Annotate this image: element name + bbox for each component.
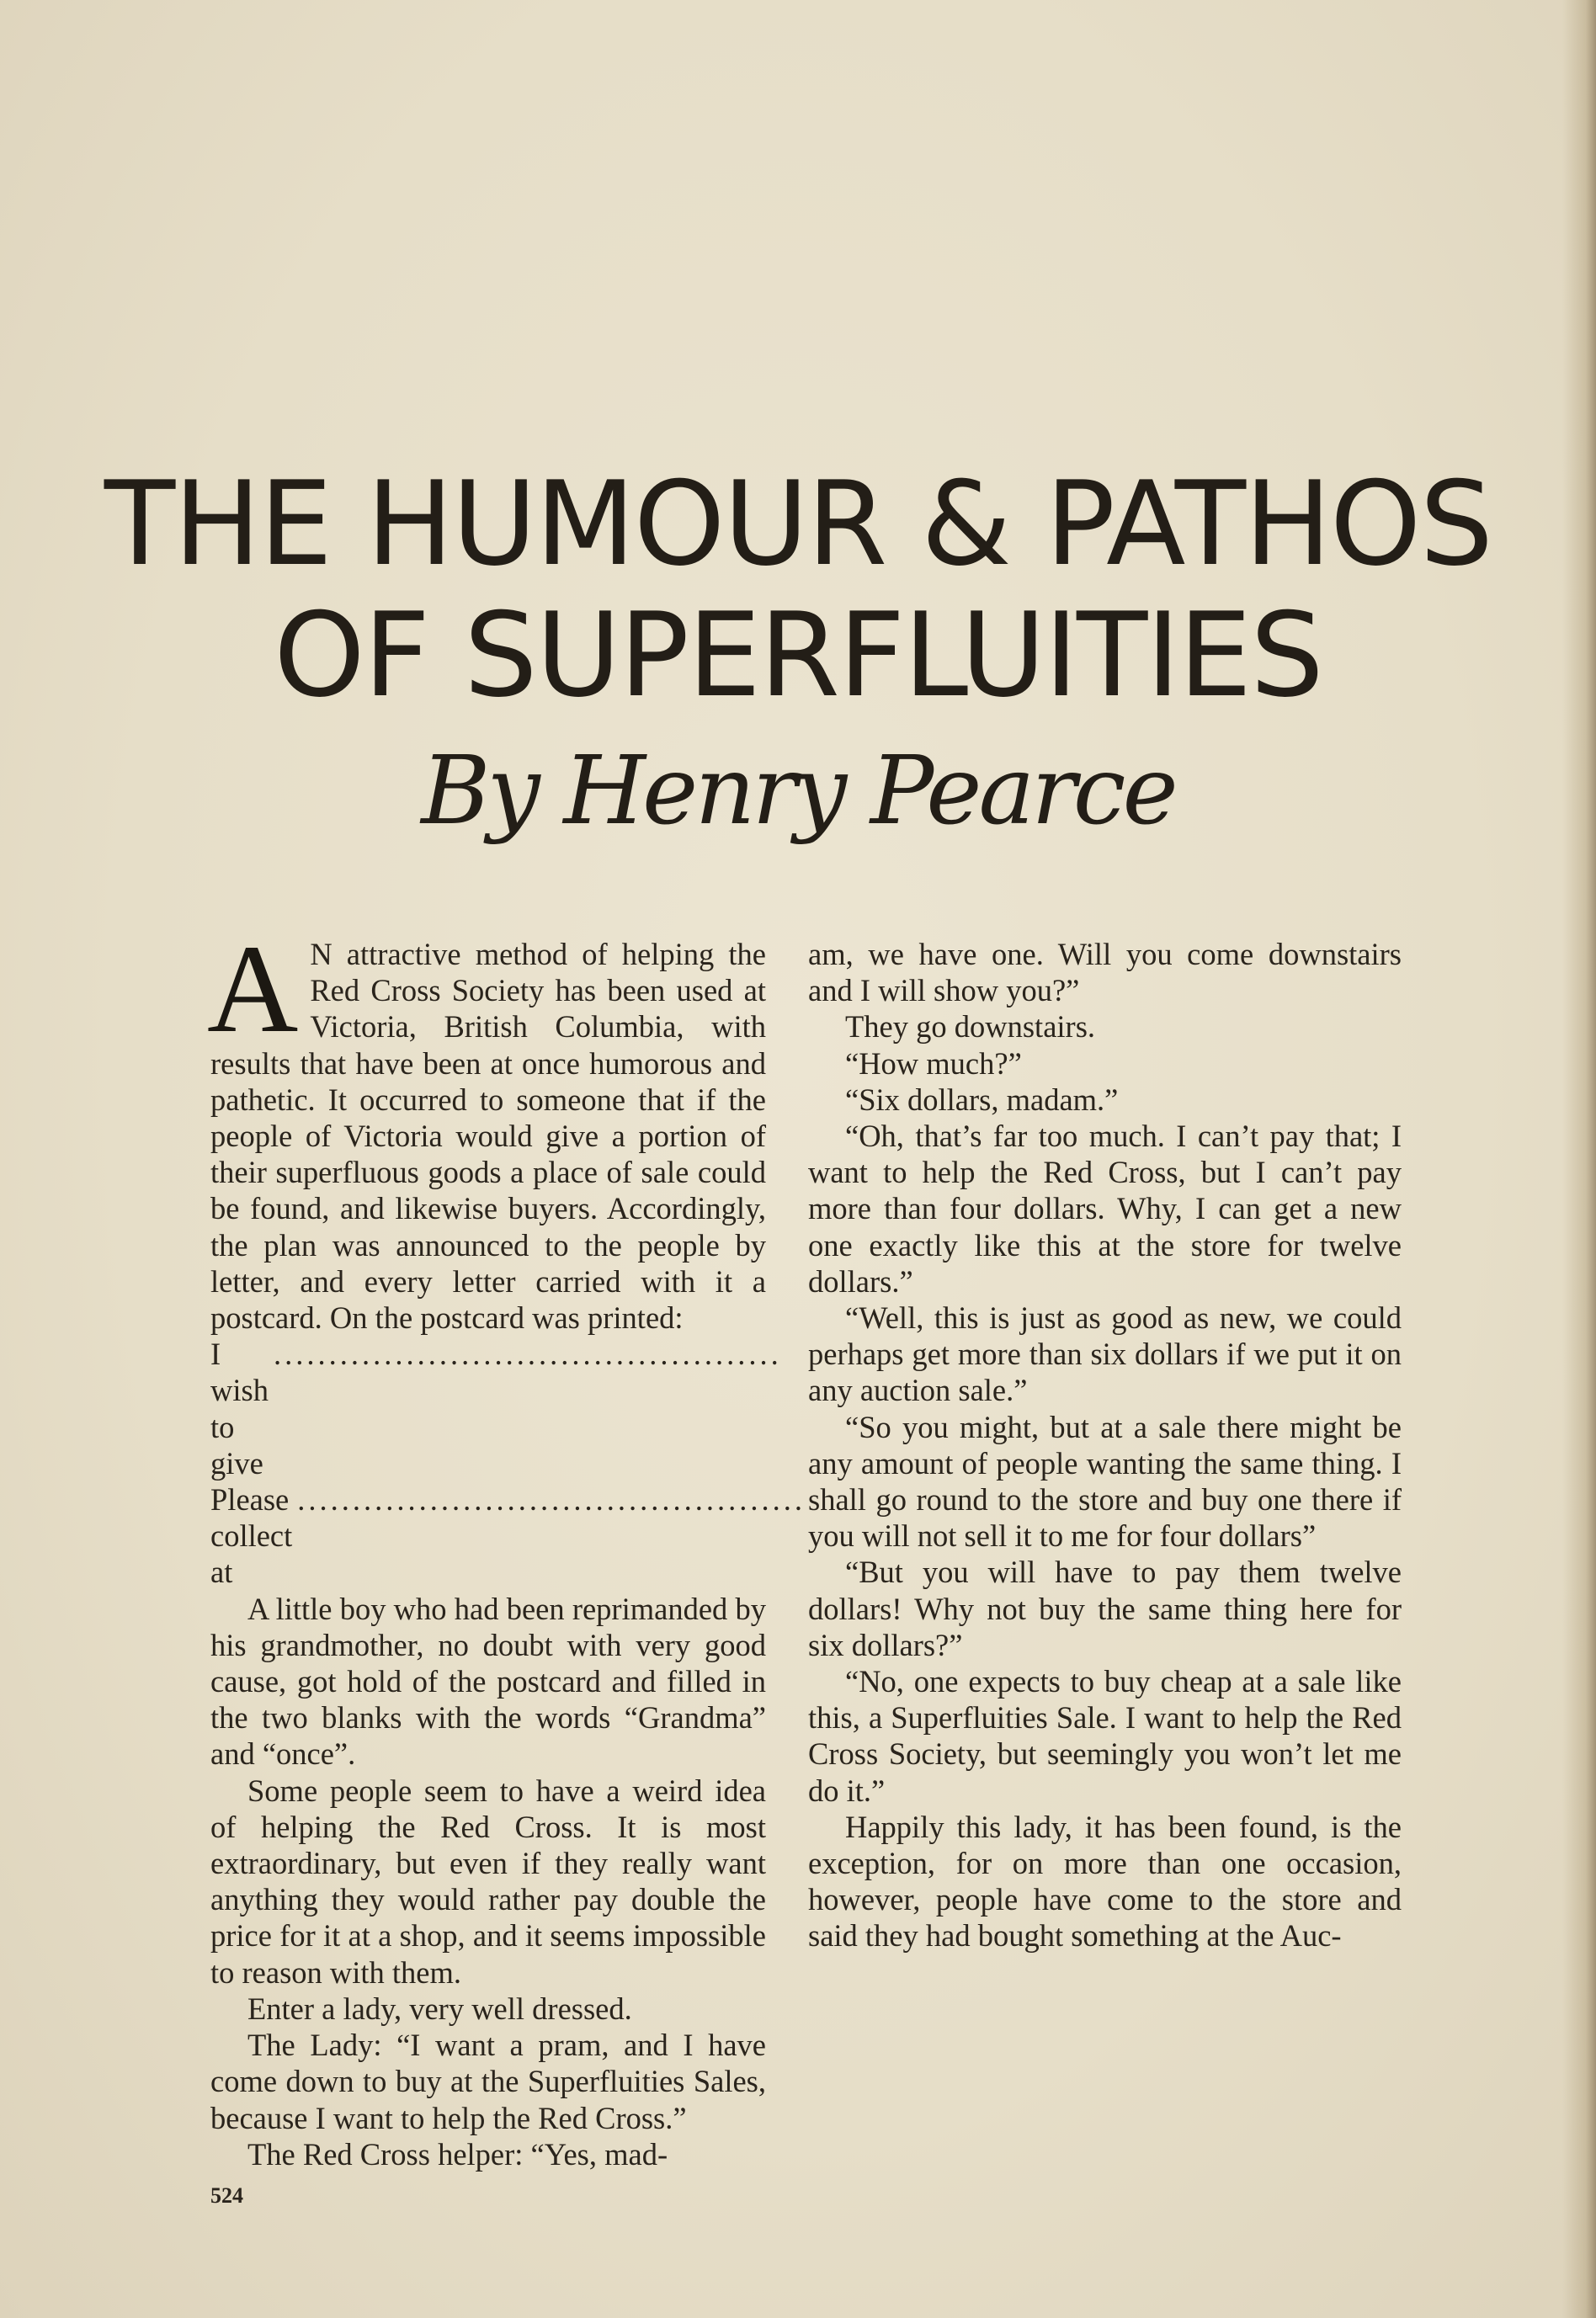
right-paragraph-1: am, we have one. Will you come downstairs and I will show you?”: [808, 937, 1402, 1008]
right-paragraph-9: “No, one expects to buy cheap at a sale like this, a Superfluities Sale. I want to help the Red Cross Society, but seemingly you won’t let me do it.”: [808, 1664, 1402, 1808]
author-byline: By Henry Pearce: [421, 736, 1175, 846]
title-line-1: THE HUMOUR & PATHOS: [104, 456, 1492, 592]
page-number: 524: [210, 2183, 243, 2208]
right-paragraph-7: “So you might, but at a sale there might be any amount of people wanting the same thing. I shall go round to the store and buy one there if you will not sell it to me for four dollars”: [808, 1409, 1402, 1554]
postcard-line-collect: [210, 1481, 806, 1591]
left-paragraph-6: The Red Cross helper: “Yes, mad-: [247, 2136, 668, 2172]
postcard-line-collect-text: Please collect at: [210, 1482, 293, 1590]
dot-leader: ..............................................: [273, 1337, 782, 1372]
dot-leader: ..............................................: [297, 1482, 806, 1518]
postcard-line-give-text: I wish to give: [210, 1337, 269, 1481]
left-paragraph-1: [207, 919, 766, 1336]
right-paragraph-5: “Oh, that’s far too much. I can’t pay that; I want to help the Red Cross, but I can’t pay more than four dollars. Why, I can get a new one exactly like this at the store for twelve dollars.”: [808, 1119, 1402, 1299]
left-column: [207, 919, 806, 2172]
right-paragraph-8: “But you will have to pay them twelve dollars! Why not buy the same thing here for six dollars?”: [808, 1555, 1402, 1662]
right-column: [808, 936, 1402, 1954]
article-title: [0, 456, 1596, 723]
right-paragraph-4: “Six dollars, madam.”: [845, 1082, 1119, 1117]
left-paragraph-2: A little boy who had been reprimanded by his grandmother, no doubt with very good cause, got hold of the postcard and filled in the two blanks with the words “Grandma” and “once”.: [210, 1591, 766, 1772]
right-paragraph-2: They go downstairs.: [845, 1009, 1096, 1045]
right-paragraph-10: Happily this lady, it has been found, is the exception, for on more than one occasion, however, people have come to the store and said they had bought something at the Auc-: [808, 1809, 1402, 1954]
postcard-line-give: [210, 1336, 782, 1481]
left-paragraph-1-text: N attractive method of helping the Red Cross Society has been used at Victoria, British Columbia, with results that have been at once humorous and pathetic. It occurred to someone that if the people of Victoria would give a portion of their superfluous goods a place of sale could be found, and likewise buyers. Accordingly, the plan was announced to the people by letter, and every letter carried with it a postcard. On the postcard was printed:: [210, 937, 766, 1336]
right-paragraph-6: “Well, this is just as good as new, we could perhaps get more than six dollars if we put it on any auction sale.”: [808, 1300, 1402, 1408]
page-edge-shadow: [1562, 0, 1596, 2318]
drop-cap: A: [207, 919, 299, 1059]
left-paragraph-5: The Lady: “I want a pram, and I have come down to buy at the Superfluities Sales, because I want to help the Red Cross.”: [210, 2028, 766, 2135]
left-paragraph-3: Some people seem to have a weird idea of helping the Red Cross. It is most extraordinary, but even if they really want anything they would rather pay double the price for it at a shop, and it seems impossible to reason with them.: [210, 1773, 766, 1990]
title-line-2: OF SUPERFLUITIES: [274, 587, 1322, 723]
right-paragraph-3: “How much?”: [845, 1045, 1022, 1081]
left-paragraph-4: Enter a lady, very well dressed.: [247, 1991, 632, 2026]
